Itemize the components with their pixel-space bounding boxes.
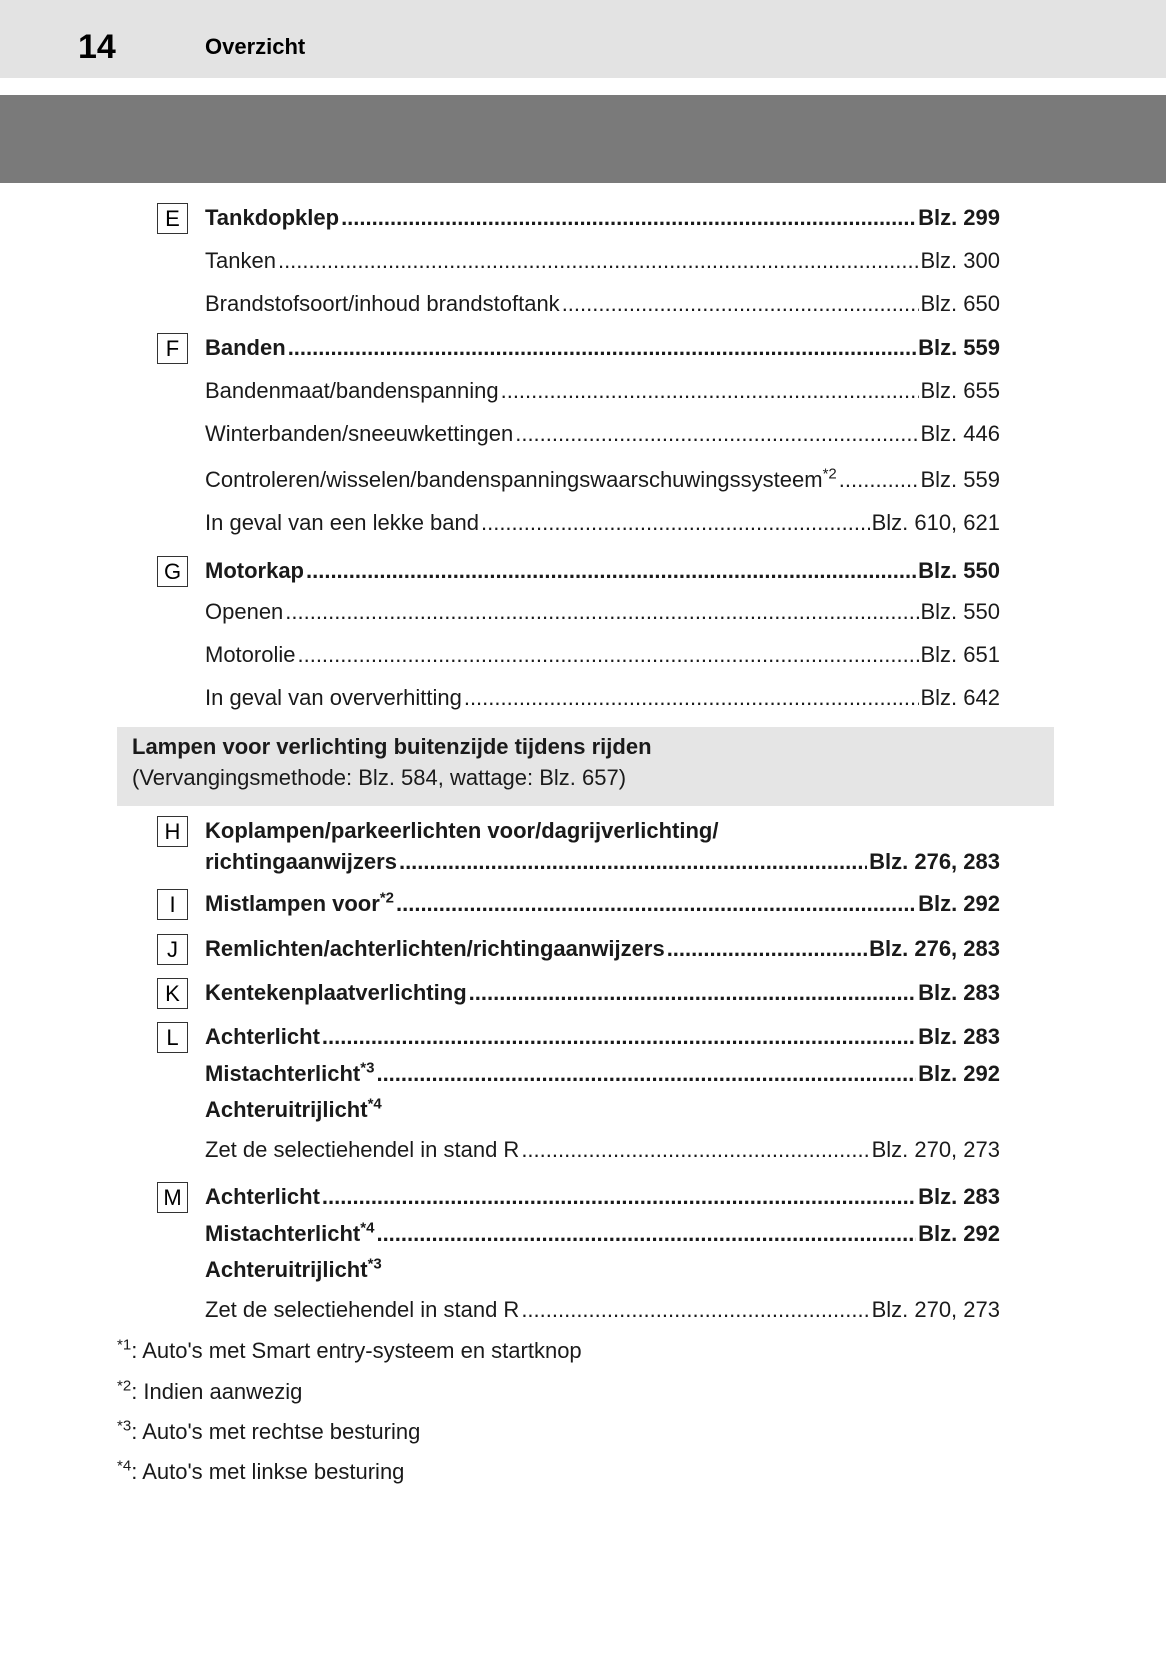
leader-dots <box>278 247 919 275</box>
footnote-ref: *3 <box>367 1255 382 1273</box>
marker-h: H <box>157 816 188 847</box>
page-header <box>0 0 1166 78</box>
leader-dots <box>464 684 919 712</box>
entry-page: Blz. 550 <box>920 599 1000 624</box>
lights-box-title: Lampen voor verlichting buitenzijde tijdens rijden <box>132 734 652 759</box>
footnote-mark: *2 <box>117 1377 132 1395</box>
leader-dots <box>341 204 916 232</box>
entry-label: richtingaanwijzers <box>205 849 397 874</box>
footnote-2 <box>117 1378 302 1406</box>
entry-page: Blz. 300 <box>920 248 1000 273</box>
entry-page: Blz. 446 <box>920 421 1000 446</box>
toc-entry-lekke-band[interactable] <box>205 509 1000 537</box>
entry-label: Winterbanden/sneeuwkettingen <box>205 421 514 446</box>
entry-page: Blz. 651 <box>920 642 1000 667</box>
entry-label: Kentekenplaatverlichting <box>205 980 467 1005</box>
entry-page: Blz. 283 <box>918 980 1000 1005</box>
toc-entry-kentekenplaat[interactable] <box>205 979 1000 1007</box>
footnote-ref: *2 <box>822 465 837 483</box>
leader-dots <box>521 1136 869 1164</box>
entry-label: Zet de selectiehendel in stand R <box>205 1297 520 1322</box>
toc-entry-mistachterlicht-l[interactable] <box>205 1060 1000 1088</box>
entry-label: In geval van een lekke band <box>205 510 479 535</box>
entry-label: Motorolie <box>205 642 296 667</box>
entry-label: Banden <box>205 335 286 360</box>
entry-label: In geval van oververhitting <box>205 685 462 710</box>
marker-e: E <box>157 203 188 234</box>
toc-entry-motorkap[interactable] <box>205 557 1000 585</box>
entry-page: Blz. 655 <box>920 378 1000 403</box>
leader-dots <box>376 1060 916 1088</box>
toc-entry-banden[interactable] <box>205 334 1000 362</box>
toc-entry-bandenmaat[interactable] <box>205 377 1000 405</box>
entry-label: Achteruitrijlicht <box>205 1097 368 1122</box>
marker-l: L <box>157 1022 188 1053</box>
leader-dots <box>288 334 916 362</box>
footnote-ref: *3 <box>360 1059 375 1077</box>
entry-page: Blz. 550 <box>918 558 1000 583</box>
leader-dots <box>521 1296 869 1324</box>
footnote-4 <box>117 1458 404 1486</box>
achteruitrijlicht-l <box>205 1096 382 1124</box>
marker-m: M <box>157 1182 188 1213</box>
toc-entry-controleren[interactable] <box>205 466 1000 494</box>
entry-page: Blz. 283 <box>918 1184 1000 1209</box>
footnote-mark: *1 <box>117 1336 132 1354</box>
toc-entry-openen[interactable] <box>205 598 1000 626</box>
entry-page: Blz. 276, 283 <box>869 849 1000 874</box>
toc-entry-achterlicht-l[interactable] <box>205 1023 1000 1051</box>
footnote-text: : Indien aanwezig <box>131 1379 303 1404</box>
entry-page: Blz. 650 <box>920 291 1000 316</box>
toc-entry-motorolie[interactable] <box>205 641 1000 669</box>
achteruitrijlicht-m <box>205 1256 382 1284</box>
leader-dots <box>399 848 867 876</box>
marker-g: G <box>157 556 188 587</box>
header-band <box>0 95 1166 183</box>
marker-k: K <box>157 978 188 1009</box>
footnote-text: : Auto's met linkse besturing <box>131 1459 405 1484</box>
entry-label: Mistachterlicht <box>205 1061 361 1086</box>
toc-entry-remlichten[interactable] <box>205 935 1000 963</box>
entry-label: Tankdopklep <box>205 205 340 230</box>
leader-dots <box>396 890 916 918</box>
entry-label: Achterlicht <box>205 1024 320 1049</box>
toc-entry-winterbanden[interactable] <box>205 420 1000 448</box>
leader-dots <box>322 1023 916 1051</box>
toc-entry-tanken[interactable] <box>205 247 1000 275</box>
marker-f: F <box>157 333 188 364</box>
entry-label: Mistachterlicht <box>205 1221 361 1246</box>
entry-label: Tanken <box>205 248 276 273</box>
entry-page: Blz. 270, 273 <box>871 1137 1000 1162</box>
leader-dots <box>839 466 919 494</box>
entry-page: Blz. 276, 283 <box>869 936 1000 961</box>
leader-dots <box>297 641 918 669</box>
entry-page: Blz. 559 <box>920 467 1000 492</box>
leader-dots <box>515 420 918 448</box>
leader-dots <box>469 979 916 1007</box>
toc-entry-achterlicht-m[interactable] <box>205 1183 1000 1211</box>
footnote-1 <box>117 1337 582 1365</box>
footnote-text: : Auto's met Smart entry-systeem en startknop <box>131 1338 582 1363</box>
leader-dots <box>667 935 867 963</box>
footnote-ref: *4 <box>360 1219 375 1237</box>
leader-dots <box>285 598 918 626</box>
toc-entry-tankdopklep[interactable] <box>205 204 1000 232</box>
entry-label: Mistlampen voor <box>205 891 380 916</box>
toc-entry-mistlampen-voor[interactable] <box>205 890 1000 918</box>
toc-entry-oververhitting[interactable] <box>205 684 1000 712</box>
entry-page: Blz. 642 <box>920 685 1000 710</box>
koplampen-line1: Koplampen/parkeerlichten voor/dagrijverlichting/ <box>205 818 719 843</box>
entry-page: Blz. 283 <box>918 1024 1000 1049</box>
footnote-ref: *2 <box>379 889 394 907</box>
page-number: 14 <box>78 28 116 66</box>
entry-page: Blz. 292 <box>918 1061 1000 1086</box>
footnote-ref: *4 <box>367 1095 382 1113</box>
footnote-mark: *4 <box>117 1457 132 1475</box>
leader-dots <box>501 377 919 405</box>
footnote-mark: *3 <box>117 1417 132 1435</box>
leader-dots <box>481 509 870 537</box>
lights-box-subtitle: (Vervangingsmethode: Blz. 584, wattage: Blz. 657) <box>132 765 627 790</box>
entry-label: Motorkap <box>205 558 304 583</box>
entry-page: Blz. 292 <box>918 1221 1000 1246</box>
leader-dots <box>322 1183 916 1211</box>
entry-label: Achterlicht <box>205 1184 320 1209</box>
leader-dots <box>376 1220 916 1248</box>
toc-entry-selectiehendel-l[interactable] <box>205 1136 1000 1164</box>
leader-dots <box>562 290 919 318</box>
marker-j: J <box>157 934 188 965</box>
toc-entry-selectiehendel-m[interactable] <box>205 1296 1000 1324</box>
entry-page: Blz. 299 <box>918 205 1000 230</box>
entry-page: Blz. 610, 621 <box>871 510 1000 535</box>
entry-label: Achteruitrijlicht <box>205 1257 368 1282</box>
marker-i: I <box>157 889 188 920</box>
entry-label: Zet de selectiehendel in stand R <box>205 1137 520 1162</box>
entry-label: Bandenmaat/bandenspanning <box>205 378 499 403</box>
entry-label: Remlichten/achterlichten/richtingaanwijzers <box>205 936 665 961</box>
entry-label: Controleren/wisselen/bandenspanningswaarschuwingssysteem <box>205 467 823 492</box>
entry-label: Openen <box>205 599 284 624</box>
section-title: Overzicht <box>205 34 306 59</box>
footnote-text: : Auto's met rechtse besturing <box>131 1419 421 1444</box>
leader-dots <box>306 557 916 585</box>
toc-entry-brandstofsoort[interactable] <box>205 290 1000 318</box>
toc-entry-mistachterlicht-m[interactable] <box>205 1220 1000 1248</box>
entry-page: Blz. 292 <box>918 891 1000 916</box>
footnote-3 <box>117 1418 420 1446</box>
entry-page: Blz. 270, 273 <box>871 1297 1000 1322</box>
entry-page: Blz. 559 <box>918 335 1000 360</box>
entry-label: Brandstofsoort/inhoud brandstoftank <box>205 291 560 316</box>
toc-entry-koplampen[interactable] <box>205 848 1000 876</box>
